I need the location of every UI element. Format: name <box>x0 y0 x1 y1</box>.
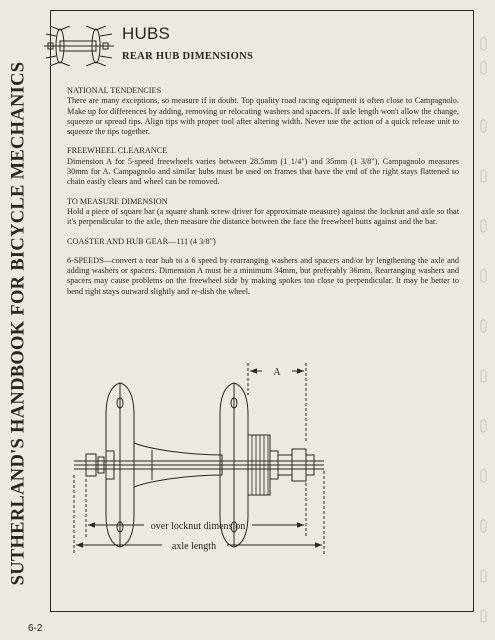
page-title: HUBS <box>122 24 171 43</box>
section-six-speeds <box>67 256 459 297</box>
section-heading: FREEWHEEL CLEARANCE <box>67 146 168 156</box>
rear-hub-diagram <box>62 355 432 570</box>
section-body: Hold a piece of square bar (a square shank screw driver for approximate measure) against the locknut and axle so that it's perpendicular to the axle, then measure the distance between the face the freewheel butts against and the bar. <box>67 206 459 227</box>
section-body: There are many exceptions, so measure if in doubt. Top quality road racing equipment is often close to Campagnolo. Make up for differences by adding, removing or relocating washers and spacers. If axle length won't allow the change, squeeze or spread tips. Align tips with proper tool after altering width. Never use the action of a quick release unit to squeeze the tips together. <box>67 96 459 137</box>
section-heading: NATIONAL TENDENCIES <box>67 86 162 95</box>
section-freewheel-clearance <box>67 146 459 187</box>
section-heading: TO MEASURE DIMENSION <box>67 196 168 206</box>
section-heading: COASTER AND HUB GEAR—111 (4 3/8") <box>67 236 216 246</box>
page-number: 6-2 <box>28 623 43 634</box>
dimension-a-label: A <box>273 367 281 378</box>
section-coaster-hub <box>67 237 459 247</box>
hub-icon <box>42 26 116 66</box>
page-subtitle: REAR HUB DIMENSIONS <box>122 51 254 62</box>
binder-holes <box>475 0 495 640</box>
side-title <box>4 61 34 585</box>
side-title-text: SUTHERLAND'S HANDBOOK FOR BICYCLE MECHANICS <box>8 61 29 585</box>
section-national-tendencies <box>67 86 459 137</box>
axle-length-label: axle length <box>171 541 217 552</box>
over-locknut-label: over locknut dimension <box>150 521 246 532</box>
section-body: 6-SPEEDS—convert a rear hub to a 6 speed by rearranging washers and spacers and/or by lengthening the axle and adding washers or spacers. Dimension A must be a minimum 34mm, but preferably 36mm. Rearranging washers and spacers may cause problems on the freewheel side by making spokes too close to perpendicular. It may be better to bend right stays outward slightly and re-dish the wheel. <box>67 255 459 296</box>
section-body: Dimension A for 5-speed freewheels varies between 28.5mm (1 1/4") and 35mm (1 3/8"). Campagnolo measures 30mm for A. Campagnolo and similar hubs must be used on frames that have the end of the right stays flattened so chain easily clears and wheel can be removed. <box>67 156 459 187</box>
section-to-measure <box>67 197 459 228</box>
body-text <box>67 86 459 306</box>
